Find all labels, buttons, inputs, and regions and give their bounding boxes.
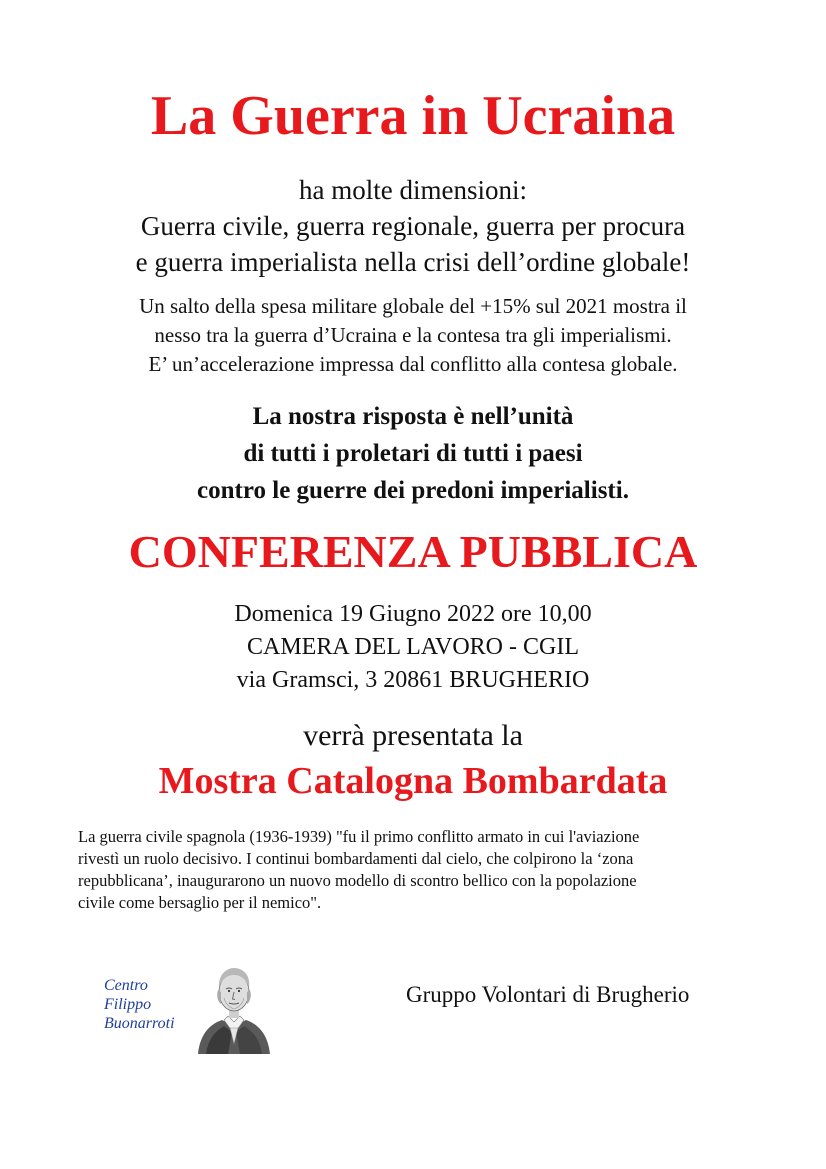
organizer-name: Gruppo Volontari di Brugherio [406,982,690,1007]
response-line: contro le guerre dei predoni imperialisti. [197,477,629,504]
event-info [0,598,826,697]
subtitle-line: ha molte dimensioni: [299,175,527,205]
subtitle-line: e guerra imperialista nella crisi dell’ordine globale! [135,247,691,277]
paragraph-line: E’ un’accelerazione impressa dal conflitto alla contesa globale. [148,352,678,376]
centro-buonarroti-logo [98,962,278,1054]
logo-line: Centro [104,977,148,994]
quote-line: La guerra civile spagnola (1936-1939) "fu il primo conflitto armato in cui l'aviazione [78,827,640,846]
conference-heading: CONFERENZA PUBBLICA [128,526,698,577]
paragraph-line: nesso tra la guerra d’Ucraina e la contesa tra gli imperialismi. [154,323,672,347]
logo-line: Buonarroti [104,1015,175,1032]
subtitle-line: Guerra civile, guerra regionale, guerra per procura [140,211,686,241]
event-address: via Gramsci, 3 20861 BRUGHERIO [236,667,590,693]
response-block [0,398,826,509]
quote-line: civile come bersaglio per il nemico". [78,893,322,912]
event-date: Domenica 19 Giugno 2022 ore 10,00 [234,601,592,627]
portrait-engraving-icon [194,962,274,1054]
exhibit-title: Mostra Catalogna Bombardata [158,760,668,802]
quote-line: repubblicana’, inaugurarono un nuovo modello di scontro bellico con la popolazione [78,871,637,890]
response-line: La nostra risposta è nell’unità [252,403,574,430]
paragraph-line: Un salto della spesa militare globale del +15% sul 2021 mostra il [139,294,687,318]
response-line: di tutti i proletari di tutti i paesi [243,440,583,467]
quote-line: rivestì un ruolo decisivo. I continui bombardamenti dal cielo, che colpirono la ‘zona [78,849,634,868]
logo-text [104,976,204,1033]
logo-line: Filippo [104,996,152,1013]
spending-paragraph [0,292,826,379]
event-venue: CAMERA DEL LAVORO - CGIL [246,634,579,660]
poster-title: La Guerra in Ucraina [150,85,676,147]
subtitle-block [0,172,826,280]
presented-label: verrà presentata la [303,719,523,752]
historical-quote [78,826,768,914]
